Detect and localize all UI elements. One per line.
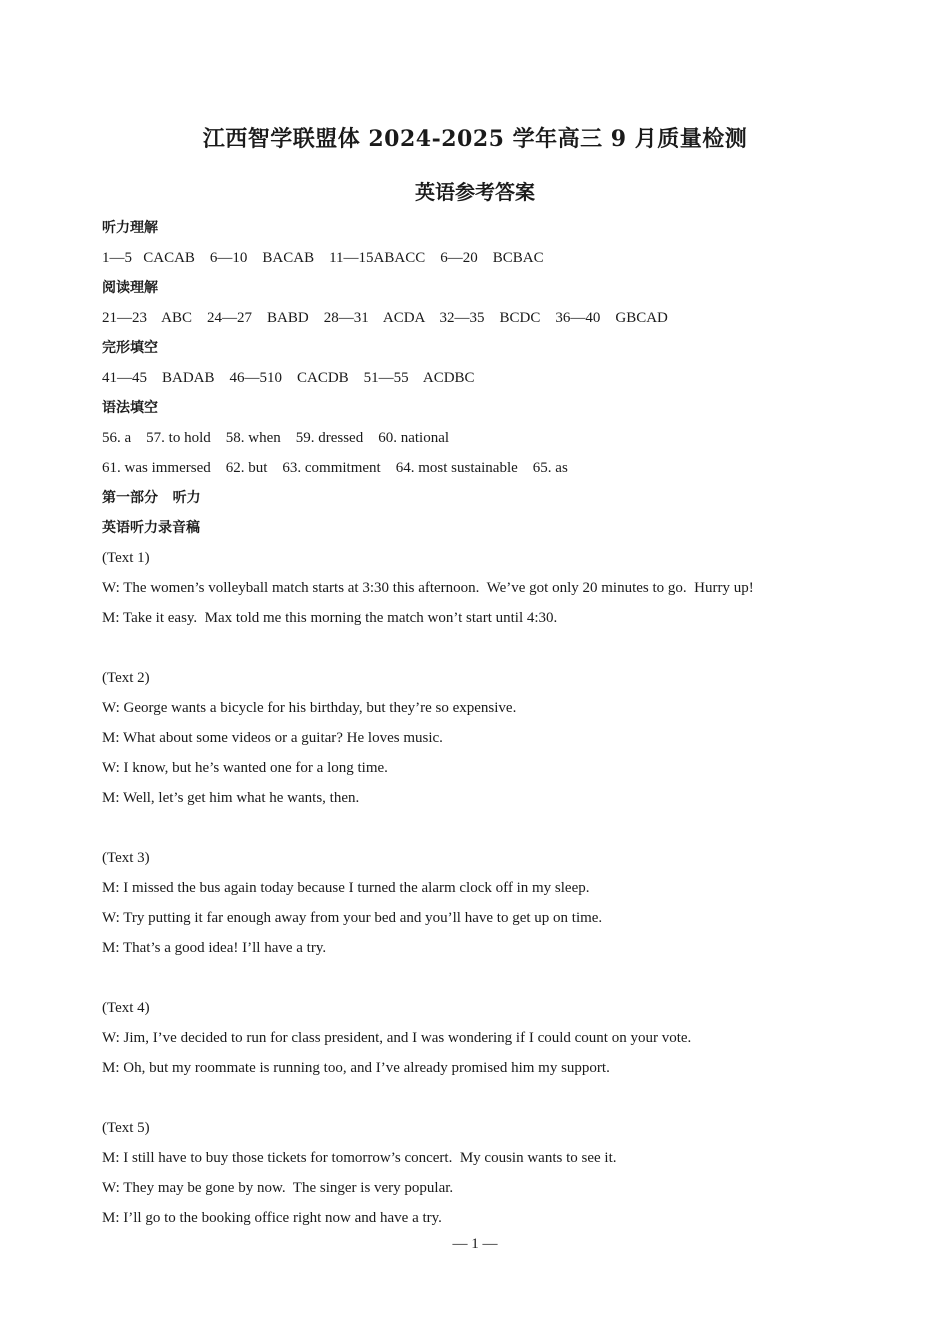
text-label: (Text 2): [102, 670, 150, 686]
grammar-answers-line: 56. a 57. to hold 58. when 59. dressed 60. national: [102, 430, 450, 446]
cloze-heading: 完形填空: [102, 340, 158, 356]
dialogue-line: W: I know, but he’s wanted one for a long time.: [102, 760, 388, 776]
dialogue-line: W: Try putting it far enough away from your bed and you’ll have to get up on time.: [102, 910, 603, 926]
page-number: — 1 —: [452, 1236, 498, 1252]
dialogue-line: W: George wants a bicycle for his birthday, but they’re so expensive.: [102, 700, 517, 716]
text-label: (Text 3): [102, 850, 150, 866]
grammar-answers-line: 61. was immersed 62. but 63. commitment 64. most sustainable 65. as: [102, 460, 568, 476]
dialogue-line: M: I’ll go to the booking office right now and have a try.: [102, 1210, 442, 1226]
grammar-heading: 语法填空: [102, 400, 158, 416]
text-label: (Text 4): [102, 1000, 150, 1016]
dialogue-line: W: The women’s volleyball match starts at 3:30 this afternoon. We’ve got only 20 minutes to go. Hurry up!: [102, 580, 754, 596]
dialogue-line: M: Oh, but my roommate is running too, and I’ve already promised him my support.: [102, 1060, 610, 1076]
part1-heading: 第一部分 听力: [102, 490, 201, 506]
dialogue-line: M: Well, let’s get him what he wants, then.: [102, 790, 360, 806]
page-title: 江西智学联盟体 2024-2025 学年高三 9 月质量检测: [202, 126, 748, 152]
dialogue-line: M: Take it easy. Max told me this morning the match won’t start until 4:30.: [102, 610, 558, 626]
dialogue-line: M: What about some videos or a guitar? He loves music.: [102, 730, 443, 746]
dialogue-line: W: They may be gone by now. The singer is very popular.: [102, 1180, 454, 1196]
cloze-answers: 41—45 BADAB 46—510 CACDB 51—55 ACDBC: [102, 370, 475, 386]
reading-answers: 21—23 ABC 24—27 BABD 28—31 ACDA 32—35 BCDC 36—40 GBCAD: [102, 310, 668, 326]
text-label: (Text 5): [102, 1120, 150, 1136]
dialogue-line: M: I missed the bus again today because I turned the alarm clock off in my sleep.: [102, 880, 590, 896]
listening-answers: 1—5 CACAB 6—10 BACAB 11—15ABACC 6—20 BCBAC: [102, 250, 544, 266]
dialogue-line: M: I still have to buy those tickets for tomorrow’s concert. My cousin wants to see it.: [102, 1150, 617, 1166]
reading-heading: 阅读理解: [102, 280, 158, 296]
text-label: (Text 1): [102, 550, 150, 566]
page-subtitle: 英语参考答案: [415, 180, 535, 204]
transcript-heading: 英语听力录音稿: [102, 520, 200, 536]
dialogue-line: W: Jim, I’ve decided to run for class president, and I was wondering if I could count on your vote.: [102, 1030, 692, 1046]
listening-heading: 听力理解: [102, 220, 158, 236]
dialogue-line: M: That’s a good idea! I’ll have a try.: [102, 940, 327, 956]
